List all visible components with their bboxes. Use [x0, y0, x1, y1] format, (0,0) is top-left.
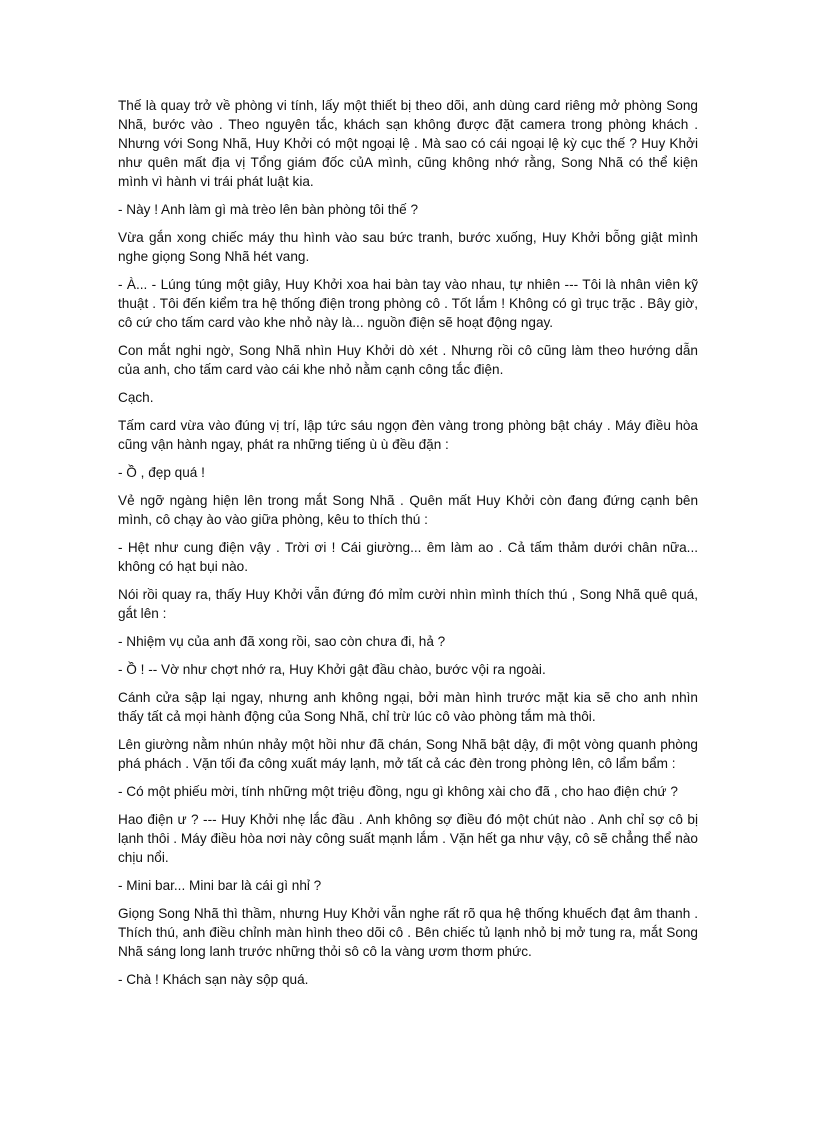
paragraph: Giọng Song Nhã thì thầm, nhưng Huy Khởi vẫn nghe rất rõ qua hệ thống khuếch đạt âm thanh . Thích thú, anh điều chỉnh màn hình theo dõi cô . Bên chiếc tủ lạnh nhỏ bị mở tung ra, mắt Song Nhã sáng long lanh trước những thỏi sô cô la vàng ươm thơm phức. — [118, 906, 698, 959]
paragraph: - Nhiệm vụ của anh đã xong rồi, sao còn chưa đi, hả ? — [118, 634, 446, 649]
paragraph: - Ồ , đẹp quá ! — [118, 465, 205, 480]
paragraph: Hao điện ư ? --- Huy Khởi nhẹ lắc đầu . Anh không sợ điều đó một chút nào . Anh chỉ sợ cô bị lạnh thôi . Máy điều hòa nơi này công suất mạnh lắm . Vặn hết ga như vậy, cô sẽ chẳng thể nào chịu nổi. — [118, 812, 698, 865]
paragraph: - Mini bar... Mini bar là cái gì nhỉ ? — [118, 878, 322, 893]
paragraph: Lên giường nằm nhún nhảy một hồi như đã chán, Song Nhã bật dậy, đi một vòng quanh phòng phá phách . Vặn tối đa công xuất máy lạnh, mở tất cả các đèn trong phòng lên, cô lẩm bẩm : — [118, 737, 698, 771]
paragraph: - Có một phiếu mời, tính những một triệu đồng, ngu gì không xài cho đã , cho hao điện chứ ? — [118, 784, 678, 799]
paragraph: Cạch. — [118, 390, 154, 405]
paragraph: Con mắt nghi ngờ, Song Nhã nhìn Huy Khởi dò xét . Nhưng rồi cô cũng làm theo hướng dẫn của anh, cho tấm card vào cái khe nhỏ nằm cạnh công tắc điện. — [118, 343, 698, 377]
paragraph: - Hệt như cung điện vậy . Trời ơi ! Cái giường... êm làm ao . Cả tấm thảm dưới chân nữa... không có hạt bụi nào. — [118, 540, 698, 574]
paragraph: Cánh cửa sập lại ngay, nhưng anh không ngại, bởi màn hình trước mặt kia sẽ cho anh nhìn thấy tất cả mọi hành động của Song Nhã, chỉ trừ lúc cô vào phòng tắm mà thôi. — [118, 690, 698, 724]
document-page — [118, 96, 698, 998]
paragraph: - Chà ! Khách sạn này sộp quá. — [118, 972, 309, 987]
paragraph: Vẻ ngỡ ngàng hiện lên trong mắt Song Nhã . Quên mất Huy Khởi còn đang đứng cạnh bên mình, cô chạy ào vào giữa phòng, kêu to thích thú : — [118, 493, 698, 527]
paragraph: Tấm card vừa vào đúng vị trí, lập tức sáu ngọn đèn vàng trong phòng bật cháy . Máy điều hòa cũng vận hành ngay, phát ra những tiếng ù ù đều đặn : — [118, 418, 698, 452]
paragraph: Nói rồi quay ra, thấy Huy Khởi vẫn đứng đó mỉm cười nhìn mình thích thú , Song Nhã quê quá, gắt lên : — [118, 587, 698, 621]
paragraph: - À... - Lúng túng một giây, Huy Khởi xoa hai bàn tay vào nhau, tự nhiên --- Tôi là nhân viên kỹ thuật . Tôi đến kiểm tra hệ thống điện trong phòng cô . Tốt lắm ! Không có gì trục trặc . Bây giờ, cô cứ cho tấm card vào khe nhỏ này là... nguồn điện sẽ hoạt động ngay. — [118, 277, 698, 330]
paragraph: - Này ! Anh làm gì mà trèo lên bàn phòng tôi thế ? — [118, 202, 418, 217]
paragraph: - Ồ ! -- Vờ như chợt nhớ ra, Huy Khởi gật đầu chào, bước vội ra ngoài. — [118, 662, 546, 677]
paragraph: Thế là quay trở về phòng vi tính, lấy một thiết bị theo dõi, anh dùng card riêng mở phòng Song Nhã, bước vào . Theo nguyên tắc, khách sạn không được đặt camera trong phòng khách . Nhưng với Song Nhã, Huy Khởi có một ngoại lệ . Mà sao có cái ngoại lệ kỳ cục thế ? Huy Khởi như quên mất địa vị Tổng giám đốc củA mình, cũng không nhớ rằng, Song Nhã có thể kiện mình vì hành vi trái phát luật kia. — [118, 98, 698, 189]
paragraph: Vừa gắn xong chiếc máy thu hình vào sau bức tranh, bước xuống, Huy Khởi bỗng giật mình nghe giọng Song Nhã hét vang. — [118, 230, 698, 264]
